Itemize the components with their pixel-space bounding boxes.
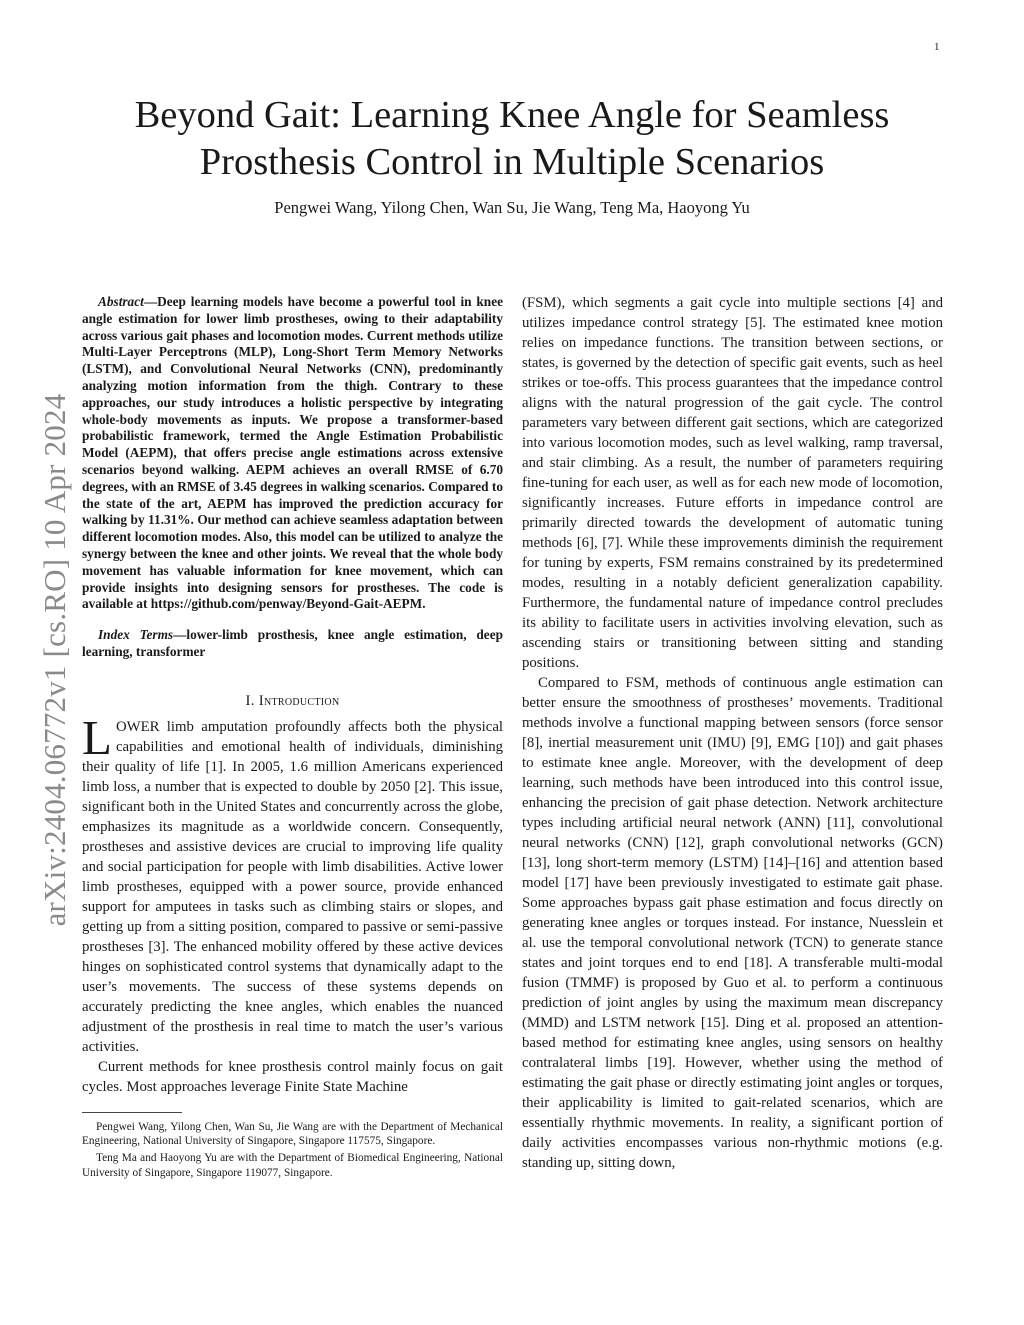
abstract-text: —Deep learning models have become a powerful tool in knee angle estimation for lower limb prostheses, owing to their adaptability across various gait phases and locomotion modes. Current methods utilize Multi-Layer Perceptrons (MLP), Long-Short Term Memory Networks (LSTM), and Convolutional Neural Networks (CNN), predominantly analyzing motion information from the thigh. Contrary to these approaches, our study introduces a holistic perspective by integrating whole-body movements as inputs. We propose a transformer-based probabilistic framework, termed the Angle Estimation Probabilistic Model (AEPM), that offers precise angle estimations across extensive scenarios beyond walking. AEPM achieves an overall RMSE of 6.70 degrees, with an RMSE of 3.45 degrees in walking scenarios. Compared to the state of the art, AEPM has improved the prediction accuracy for walking by 11.31%. Our method can achieve seamless adaptation between different locomotion modes. Also, this model can be utilized to analyze the synergy between the knee and other joints. We reveal that the whole body movement has valuable information for knee movement, which can provide insights into designing sensors for prostheses. The code is available at https://github.com/penway/Beyond-Gait-AEPM. [82, 294, 503, 612]
section-heading-introduction: I. Introduction [245, 692, 340, 709]
index-terms-label: Index Terms [98, 627, 174, 643]
arxiv-side-stamp [37, 340, 72, 980]
footnote-affiliation-2: Teng Ma and Haoyong Yu are with the Department of Biomedical Engineering, National University of Singapore, Singapore 119077, Singapore. [82, 1151, 503, 1179]
paper-title [82, 92, 942, 186]
footnote-divider [82, 1112, 182, 1113]
page-number: 1 [934, 41, 940, 53]
title-line-1: Beyond Gait: Learning Knee Angle for Seamless [134, 94, 890, 136]
intro-paragraph-2: Current methods for knee prosthesis control mainly focus on gait cycles. Most approaches leverage Finite State Machine [82, 1058, 503, 1095]
abstract [82, 294, 503, 613]
intro-paragraph-1 [82, 709, 503, 1057]
author-list: Pengwei Wang, Yilong Chen, Wan Su, Jie Wang, Teng Ma, Haoyong Yu [274, 198, 750, 217]
index-terms-text: —lower-limb prosthesis, knee angle estimation, deep learning, transformer [82, 627, 503, 659]
drop-cap: L [82, 709, 112, 765]
index-terms [82, 627, 503, 661]
right-column [522, 293, 943, 1173]
arxiv-identifier: arXiv:2404.06772v1 [cs.RO] 10 Apr 2024 [37, 393, 72, 927]
title-line-2: Prosthesis Control in Multiple Scenarios [199, 141, 825, 183]
body-paragraph-continuous-estimation: Compared to FSM, methods of continuous angle estimation can better ensure the smoothness of prostheses’ movements. Traditional methods involve a functional mapping between sensors (force sensor [8], inertial measurement unit (IMU) [9], EMG [10]) and gait phases to estimate knee angle. Moreover, with the development of deep learning, such methods have been introduced into this control issue, enhancing the precision of gait phase detection. Network architecture types including artificial neural network (ANN) [11], convolutional neural networks (CNN) [12], graph convolutional networks (GCN) [13], long short-term memory (LSTM) [14]–[16] and attention based model [17] have been previously investigated to estimate gait phase. Some approaches bypass gait phase estimation and focus directly on generating knee angles or torques instead. For instance, Nuesslein et al. use the temporal convolutional network (TCN) to generate stance states and joint torques end to end [18]. A transferable multi-modal fusion (TMMF) is proposed by Guo et al. to perform a continuous prediction of joint angles by using the maximum mean discrepancy (MMD) and LSTM network [15]. Ding et al. proposed an attention-based method for estimating knee angles, using sensors on healthy contralateral limbs [19]. However, whether using the method of estimating the gait phase or directly estimating joint angles or torques, their applicability is limited to gait-related scenarios, which are essentially rhythmic movements. In reality, a significant portion of daily activities encompasses various non-rhythmic motions (e.g. standing up, sitting down, [522, 675, 943, 1171]
left-column [82, 294, 503, 1180]
intro-paragraph-1-text: OWER limb amputation profoundly affects both the physical capabilities and emotional health of individuals, diminishing their quality of life [1]. In 2005, 1.6 million Americans experienced limb loss, a number that is expected to double by 2050 [2]. This issue, significant both in the United States and concurrently across the globe, emphasizes its magnitude as a worldwide concern. Consequently, prostheses and assistive devices are crucial to improving life quality and social participation for people with limb disabilities. Active lower limb prostheses, equipped with a power source, provide enhanced support for amputees in tasks such as climbing stairs or slopes, and getting up from a sitting position, compared to passive or semi-passive prostheses [3]. The enhanced mobility offered by these active devices hinges on sophisticated control systems that dynamically adapt to the user’s movements. The success of these systems depends on accurately predicting the knee angles, which enables the nuanced adjustment of the prosthesis in real time to match the user’s various activities. [82, 718, 503, 1055]
abstract-label: Abstract [98, 294, 144, 309]
body-paragraph-fsm: (FSM), which segments a gait cycle into multiple sections [4] and utilizes impedance control strategy [5]. The estimated knee motion relies on impedance functions. The transition between sections, or states, is governed by the detection of specific gait events, such as heel strikes or toe-offs. This process guarantees that the impedance control aligns with the natural progression of the gait cycle. The control parameters vary between different gait sections, which are categorized into various locomotion modes, such as level walking, ramp traversal, and stair climbing. As a result, the number of parameters requiring fine-tuning for each user, as well as for each new mode of locomotion, significantly increases. Future efforts in impedance control are primarily directed towards the development of automatic tuning methods [6], [7]. While these improvements diminish the requirement for tuning by experts, FSM remains constrained by its predetermined modes, resulting in a notably deficient generalization capability. Furthermore, the fundamental nature of impedance control precludes its ability to facilitate users in activities involving elevation, such as ascending stairs or transitioning between sitting and standing positions. [522, 295, 943, 671]
footnote-affiliation-1: Pengwei Wang, Yilong Chen, Wan Su, Jie Wang are with the Department of Mechanical Engineering, National University of Singapore, Singapore 117575, Singapore. [82, 1120, 503, 1148]
